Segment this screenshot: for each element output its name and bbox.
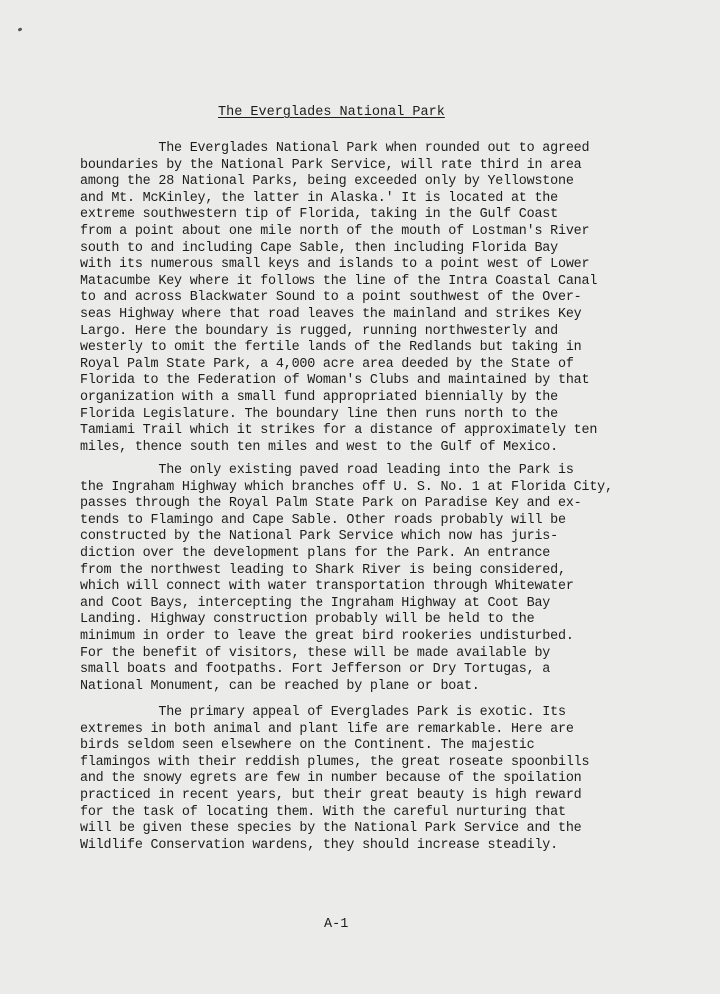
text-line: boundaries by the National Park Service, will rate third in area <box>80 157 582 173</box>
text-line: small boats and footpaths. Fort Jefferson or Dry Tortugas, a <box>80 662 551 678</box>
text-line: will be given these species by the National Park Service and the <box>80 821 582 837</box>
paragraph-boundaries <box>80 141 640 456</box>
page-number: A-1 <box>324 917 349 932</box>
text-line: westerly to omit the fertile lands of the Redlands but taking in <box>80 340 582 356</box>
text-line: flamingos with their reddish plumes, the great roseate spoonbills <box>80 754 590 770</box>
text-line: Landing. Highway construction probably will be held to the <box>80 612 535 628</box>
text-line: organization with a small fund appropriated biennially by the <box>80 389 558 405</box>
text-line: The only existing paved road leading into the Park is <box>80 463 574 478</box>
text-line: passes through the Royal Palm State Park on Paradise Key and ex- <box>80 496 582 512</box>
text-line: and Coot Bays, intercepting the Ingraham Highway at Coot Bay <box>80 595 551 611</box>
text-line: and Mt. McKinley, the latter in Alaska.' It is located at the <box>80 190 558 206</box>
text-line: the Ingraham Highway which branches off U. S. No. 1 at Florida City, <box>80 479 613 495</box>
text-line: Matacumbe Key where it follows the line of the Intra Coastal Canal <box>80 273 598 289</box>
text-line: The Everglades National Park when rounded out to agreed <box>80 141 590 156</box>
text-line: among the 28 National Parks, being exceeded only by Yellowstone <box>80 174 574 190</box>
text-line: with its numerous small keys and islands to a point west of Lower <box>80 257 590 273</box>
text-line: extremes in both animal and plant life are remarkable. Here are <box>80 721 574 737</box>
text-line: Wildlife Conservation wardens, they should increase steadily. <box>80 837 558 853</box>
text-line: birds seldom seen elsewhere on the Continent. The majestic <box>80 738 535 754</box>
paragraph-appeal <box>80 705 640 854</box>
text-line: Florida Legislature. The boundary line then runs north to the <box>80 406 558 422</box>
text-line: south to and including Cape Sable, then including Florida Bay <box>80 240 558 256</box>
text-line: diction over the development plans for the Park. An entrance <box>80 545 551 561</box>
text-line: extreme southwestern tip of Florida, taking in the Gulf Coast <box>80 207 558 223</box>
text-line: practiced in recent years, but their great beauty is high reward <box>80 787 582 803</box>
text-line: constructed by the National Park Service which now has juris- <box>80 529 558 545</box>
text-line: The primary appeal of Everglades Park is exotic. Its <box>80 705 566 720</box>
text-line: which will connect with water transportation through Whitewater <box>80 579 574 595</box>
text-line: to and across Blackwater Sound to a point southwest of the Over- <box>80 290 582 306</box>
text-line: for the task of locating them. With the careful nurturing that <box>80 804 566 820</box>
text-line: tends to Flamingo and Cape Sable. Other roads probably will be <box>80 512 566 528</box>
text-line: from the northwest leading to Shark River is being considered, <box>80 562 566 578</box>
text-line: Largo. Here the boundary is rugged, running northwesterly and <box>80 323 558 339</box>
text-line: Tamiami Trail which it strikes for a distance of approximately ten <box>80 423 598 439</box>
text-line: National Monument, can be reached by plane or boat. <box>80 678 480 694</box>
text-line: and the snowy egrets are few in number because of the spoilation <box>80 771 582 787</box>
text-line: Royal Palm State Park, a 4,000 acre area deeded by the State of <box>80 356 574 372</box>
text-line: miles, thence south ten miles and west to the Gulf of Mexico. <box>80 439 558 455</box>
text-line: minimum in order to leave the great bird rookeries undisturbed. <box>80 628 574 644</box>
paragraph-roads <box>80 463 640 695</box>
text-line: For the benefit of visitors, these will be made available by <box>80 645 551 661</box>
text-line: from a point about one mile north of the mouth of Lostman's River <box>80 223 590 239</box>
text-line: seas Highway where that road leaves the mainland and strikes Key <box>80 306 582 322</box>
document-title: The Everglades National Park <box>218 105 445 120</box>
text-line: Florida to the Federation of Woman's Clubs and maintained by that <box>80 373 590 389</box>
stray-ink-mark <box>18 27 23 31</box>
